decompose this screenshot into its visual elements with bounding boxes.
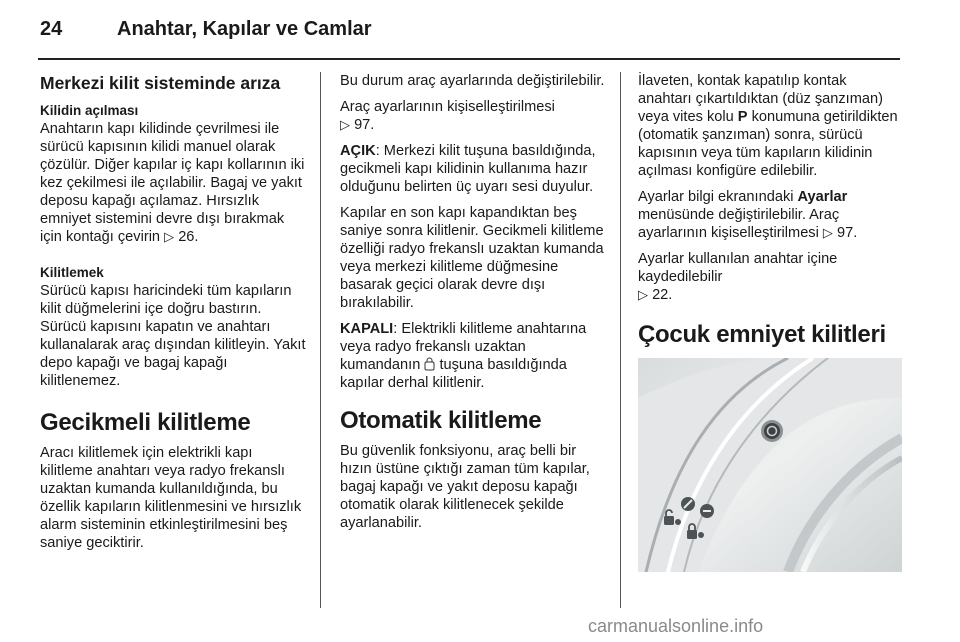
paragraph-text: Araç ayarlarının kişiselleştirilmesi [340,99,555,115]
ref-arrow-icon: ▷ [340,117,350,132]
paragraph-text: menüsünde değiştirilebilir. Araç ayarlarının kişiselleştirilmesi [638,207,840,241]
watermark: carmanualsonline.info [588,616,764,636]
paragraph-text: İlaveten, kontak kapatılıp kontak anahtarı çıkartıldıktan (düz şanzıman) veya vites kolu [638,73,883,125]
page-ref-link[interactable]: 26. [178,229,199,245]
door-illustration [638,358,902,572]
paragraph-unlock-config [638,72,902,180]
ref-arrow-icon: ▷ [822,225,833,240]
section-title-delayed-locking: Gecikmeli kilitleme [40,409,251,436]
paragraph-acik [340,142,608,196]
column-3 [638,72,902,572]
paragraph-lock-delay: Kapılar en son kapı kapandıktan beş saniye sonra kilitlenir. Gecikmeli kilitleme özelliği radyo frekanslı uzaktan kumanda veya merkezi kilitleme düğmesine basarak geçici olarak devre dışı bırakılabilir. [340,205,604,311]
column-divider-1 [320,72,321,608]
column-1 [40,72,308,560]
paragraph-unlocking [40,120,308,246]
section-title-central-lock-fault: Merkezi kilit sisteminde arıza [40,73,281,93]
page-ref-link[interactable]: 97. [354,117,375,133]
paragraph-delayed-locking: Aracı kilitlemek için elektrikli kapı kilitleme anahtarı veya radyo frekanslı uzaktan kumanda kullanıldığında, bu özellik kapıların kilitlenmesini ve hırsızlık alarm sisteminin etkinleştirilmesini beş saniye geciktirir. [40,445,302,551]
lock-button-icon [424,357,435,371]
section-title-child-safety-locks: Çocuk emniyet kilitleri [638,321,886,348]
paragraph-settings-change: Bu durum araç ayarlarında değiştirilebilir. [340,73,605,89]
section-title-automatic-locking: Otomatik kilitleme [340,407,542,434]
paragraph-settings-menu [638,188,902,242]
page-number: 24 [40,18,63,40]
paragraph-text: : Merkezi kilit tuşuna basıldığında, gecikmeli kapı kilidinin kullanıma hazır olduğunu belirten üç uyarı sesi duyulur. [340,143,596,195]
paragraph-text: tuşuna basıldığında kapılar derhal kilitlenir. [340,357,567,391]
gear-position-p: P [737,109,748,125]
paragraph-personalisation [340,98,608,134]
column-divider-2 [620,72,621,608]
page-ref-link[interactable]: 22. [652,287,673,303]
paragraph-locking: Sürücü kapısı haricindeki tüm kapıların kilit düğmelerini içe doğru bastırın. Sürücü kapısını kapatın ve anahtarı kullanalarak araç dışından kilitleyin. Yakıt depo kapağı ve bagaj kapağı kilitlenemez. [40,283,306,389]
subheading-unlocking: Kilidin açılması [40,103,139,118]
child-lock-photo [638,358,902,572]
ref-arrow-icon: ▷ [638,287,648,302]
label-kapali: KAPALI [340,321,394,337]
paragraph-automatic-locking: Bu güvenlik fonksiyonu, araç belli bir hızın üstüne çıktığı zaman tüm kapılar, bagaj kapağı ve yakıt deposu kapağı otomatik olarak kilitlenecek şekilde ayarlanabilir. [340,443,590,531]
paragraph-kapali [340,320,608,392]
paragraph-text: konumuna getirildikten (otomatik şanzıman) sonra, sürücü kapısının veya tüm kapıların kilidinin açılması konfigüre edilebilir. [638,109,898,179]
ref-arrow-icon: ▷ [164,229,175,244]
column-2 [340,72,608,540]
page-ref-link[interactable]: 97. [836,225,858,241]
paragraph-key-storage [638,250,902,304]
menu-name-ayarlar: Ayarlar [797,189,848,205]
paragraph-text: Ayarlar kullanılan anahtar içine kaydedilebilir [638,251,838,285]
door-lock-bolt [761,420,783,442]
page-title: Anahtar, Kapılar ve Camlar [117,18,372,40]
paragraph-text: : Elektrikli kilitleme anahtarına veya radyo frekanslı uzaktan kumandanın [340,321,587,373]
page-header [38,0,900,58]
subheading-locking: Kilitlemek [40,265,104,280]
header-rule [38,58,900,60]
paragraph-text: Anahtarın kapı kilidinde çevrilmesi ile sürücü kapısının kilidi manuel olarak çözülür. Diğer kapılar iç kapı kollarının iki kez çekilmesi ile açılabilir. Bagaj ve yakıt deposu kapağı açılamaz. Hırsızlık emniyet sistemini devre dışı bırakmak için kontağı çevirin [40,121,305,245]
paragraph-text: Ayarlar bilgi ekranındaki [638,189,794,205]
label-acik: AÇIK [340,143,376,159]
